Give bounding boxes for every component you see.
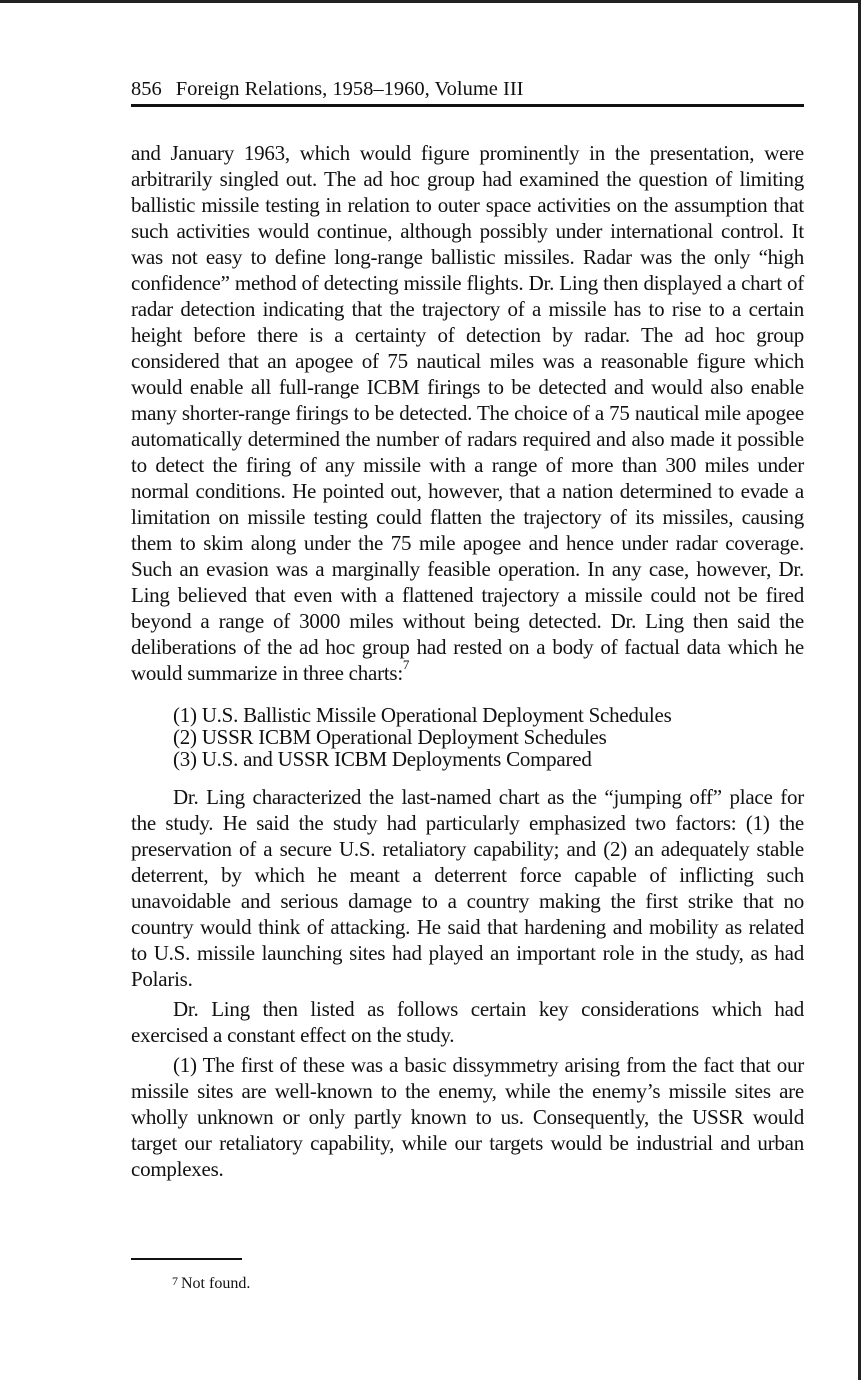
paragraph-1-text: and January 1963, which would figure prominently in the presentation, were arbitrarily singled out. The ad hoc group had examined the question of limiting ballistic missile testing in relation to outer space activities on the assumption that such activities would continue, although possibly under international control. It was not easy to define long-range ballistic missiles. Radar was the only “high confidence” method of detecting missile flights. Dr. Ling then displayed a chart of radar detection indicating that the trajectory of a missile has to rise to a certain height before there is a certainty of detection by radar. The ad hoc group considered that an apogee of 75 nautical miles was a reasonable figure which would enable all full-range ICBM firings to be detected and would also enable many shorter-range firings to be detected. The choice of a 75 nautical mile apogee automatically determined the number of radars required and also made it possible to detect the firing of any missile with a range of more than 300 miles under normal conditions. He pointed out, however, that a nation determined to evade a limitation on missile testing could flatten the trajectory of its missiles, causing them to skim along under the 75 mile apogee and hence under radar coverage. Such an evasion was a marginally feasible operation. In any case, however, Dr. Ling believed that even with a flattened trajectory a missile could not be fired beyond a range of 3000 miles without being detected. Dr. Ling then said the deliberations of the ad hoc group had rested on a body of factual data which he would summarize in three charts: bbox=[131, 141, 804, 685]
list-item: (1) U.S. Ballistic Missile Operational Deployment Schedules bbox=[173, 703, 672, 727]
list-item: (3) U.S. and USSR ICBM Deployments Compared bbox=[173, 747, 592, 771]
paragraph-2: Dr. Ling characterized the last-named chart as the “jumping off” place for the study. He said the study had particularly emphasized two factors: (1) the preservation of a secure U.S. retaliatory capability; and (2) an adequately stable deterrent, by which he meant a deterrent force capable of inflicting such unavoidable and serious damage to a country making the first strike that no country would think of attacking. He said that hardening and mobility as related to U.S. missile launching sites had played an important role in the study, as had Polaris. bbox=[131, 785, 804, 991]
footnote-mark: 7 bbox=[172, 1274, 178, 1288]
footnote bbox=[172, 1274, 250, 1294]
body-text bbox=[131, 140, 804, 1182]
paragraph-4: (1) The first of these was a basic dissymmetry arising from the fact that our missile sites are well-known to the enemy, while the enemy’s missile sites are wholly unknown or only partly known to us. Consequently, the USSR would target our retaliatory capability, while our targets would be industrial and urban complexes. bbox=[131, 1053, 804, 1181]
footnote-reference[interactable]: 7 bbox=[402, 657, 410, 672]
paragraph-3: Dr. Ling then listed as follows certain key considerations which had exercised a constant effect on the study. bbox=[131, 997, 804, 1047]
footnote-text: Not found. bbox=[181, 1275, 251, 1292]
list-item: (2) USSR ICBM Operational Deployment Schedules bbox=[173, 725, 607, 749]
charts-list bbox=[131, 704, 804, 770]
running-title: Foreign Relations, 1958–1960, Volume III bbox=[175, 78, 524, 100]
paragraph-continued bbox=[131, 140, 804, 686]
running-header bbox=[131, 76, 804, 102]
header-rule bbox=[131, 104, 804, 107]
footnote-rule bbox=[131, 1258, 242, 1260]
page-number: 856 bbox=[131, 78, 162, 100]
